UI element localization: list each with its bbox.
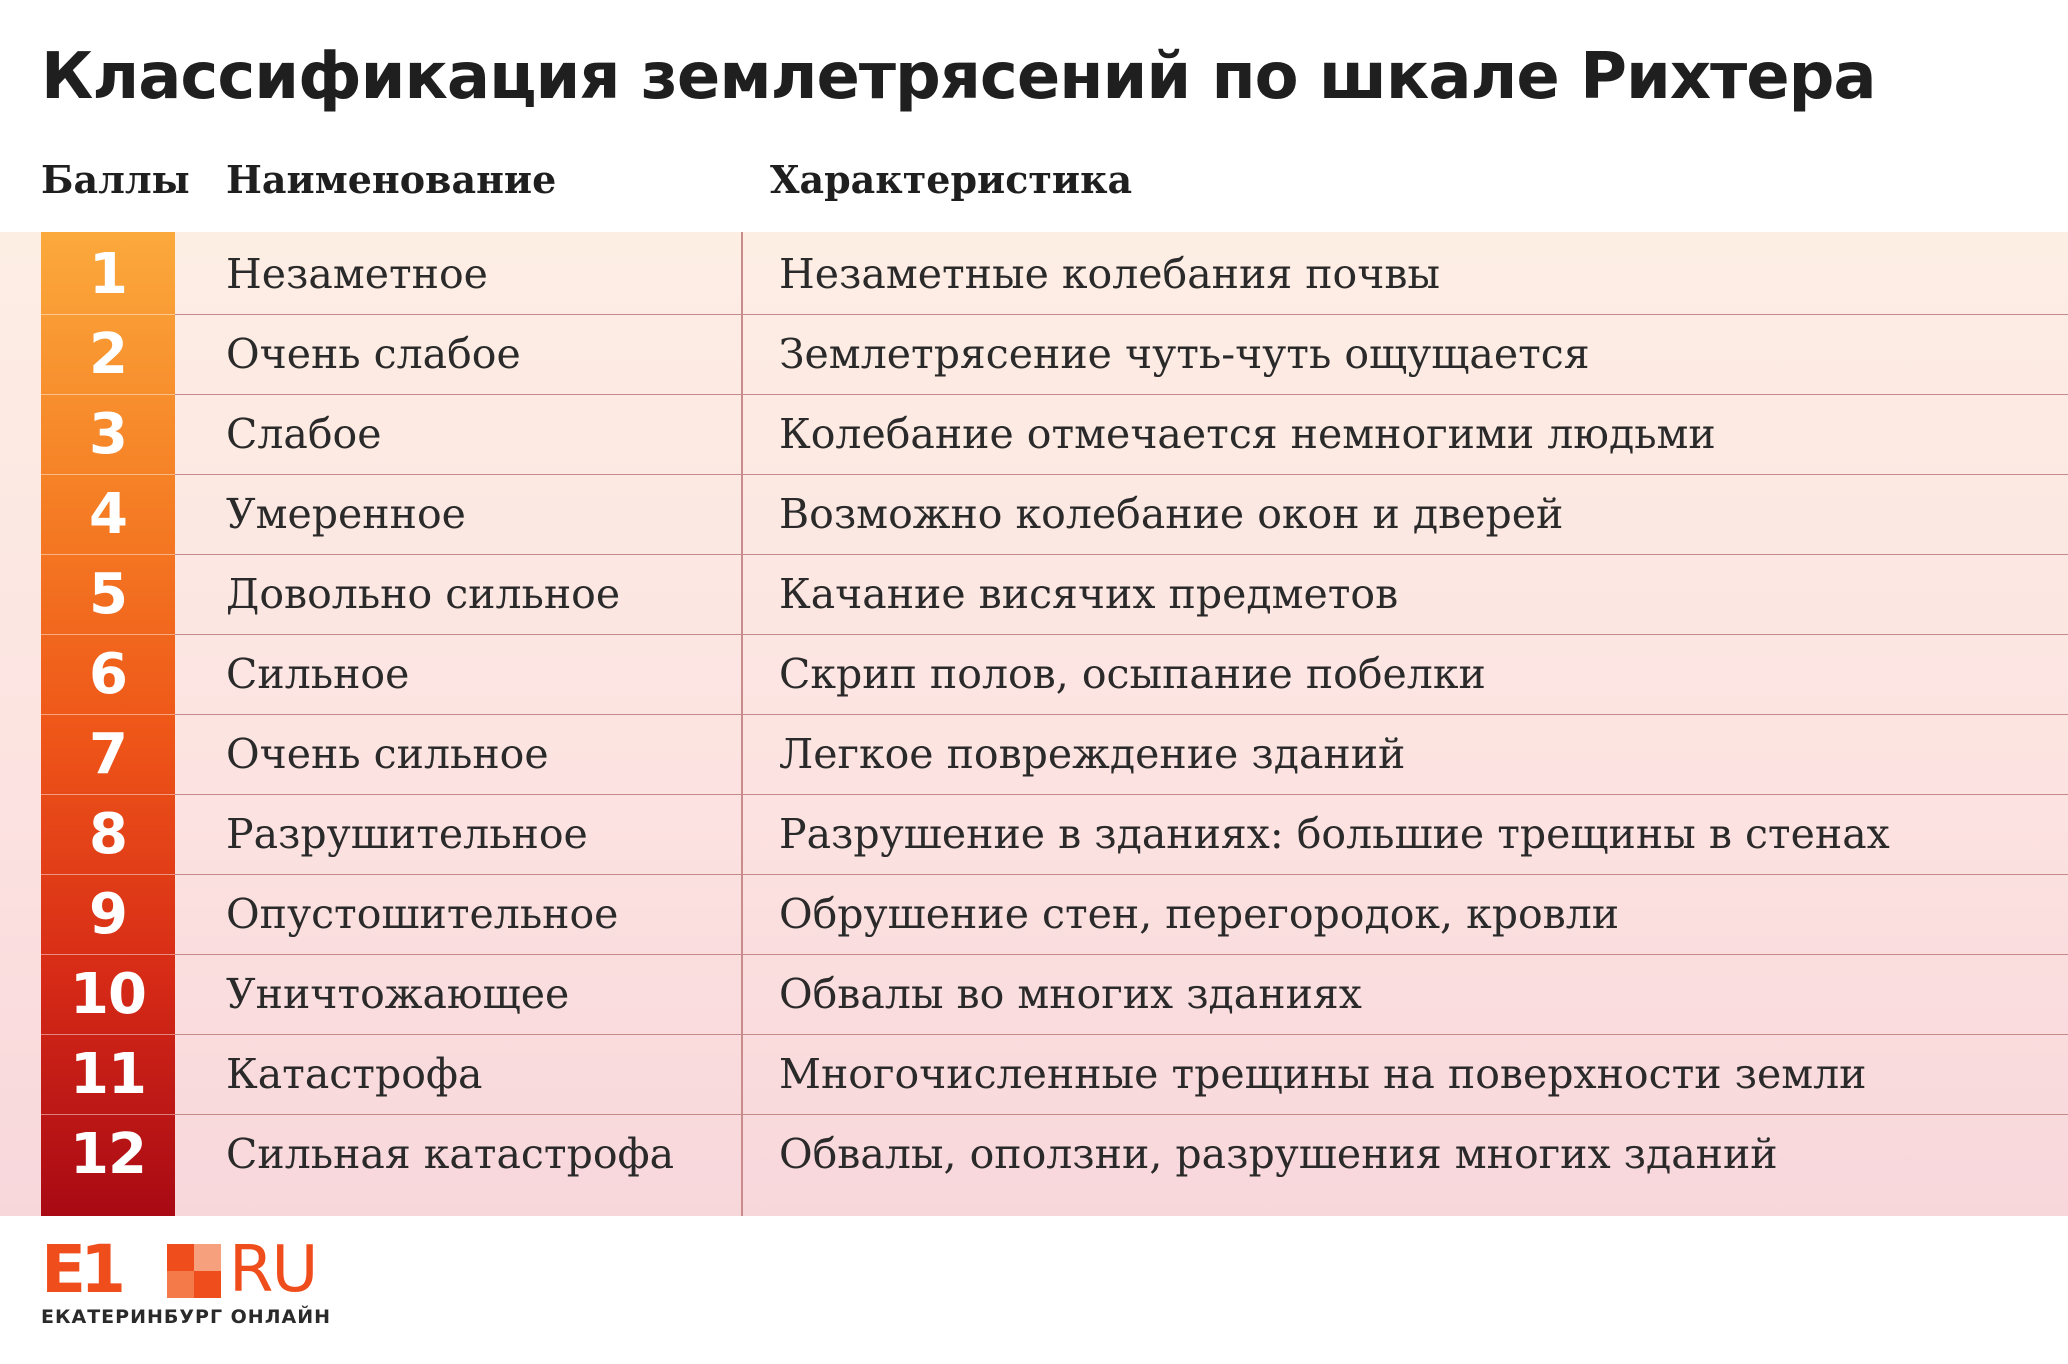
- row-score: 3: [89, 401, 127, 467]
- column-header-description: Характеристика: [770, 157, 1133, 202]
- row-score: 6: [89, 641, 127, 707]
- row-description: Легкое повреждение зданий: [779, 730, 1406, 778]
- row-score: 2: [89, 321, 127, 387]
- row-description: Незаметные колебания почвы: [779, 250, 1441, 298]
- table-row: [0, 394, 2068, 474]
- row-description: Обрушение стен, перегородок, кровли: [779, 890, 1620, 938]
- row-description: Землетрясение чуть-чуть ощущается: [779, 330, 1590, 378]
- row-description: Обвалы, оползни, разрушения многих зданий: [779, 1130, 1778, 1178]
- row-description: Многочисленные трещины на поверхности земли: [779, 1050, 1867, 1098]
- row-description: Скрип полов, осыпание побелки: [779, 650, 1486, 698]
- row-name: Умеренное: [226, 490, 466, 538]
- row-score: 9: [89, 881, 127, 947]
- richter-table: [0, 232, 2068, 1216]
- table-row: [0, 314, 2068, 394]
- row-name: Довольно сильное: [226, 570, 621, 618]
- row-name: Сильное: [226, 650, 410, 698]
- row-name: Катастрофа: [226, 1050, 483, 1098]
- table-row: [0, 634, 2068, 714]
- row-description: Колебание отмечается немногими людьми: [779, 410, 1716, 458]
- logo-brand: E1: [41, 1231, 121, 1308]
- table-row: [0, 874, 2068, 954]
- row-name: Слабое: [226, 410, 382, 458]
- row-score: 7: [89, 721, 127, 787]
- table-row: [0, 1034, 2068, 1114]
- row-name: Сильная катастрофа: [226, 1130, 675, 1178]
- row-score: 4: [89, 481, 127, 547]
- row-score: 10: [70, 961, 146, 1027]
- row-name: Незаметное: [226, 250, 488, 298]
- table-row: [0, 234, 2068, 314]
- row-name: Очень слабое: [226, 330, 521, 378]
- table-row: [0, 474, 2068, 554]
- row-description: Разрушение в зданиях: большие трещины в стенах: [779, 810, 1890, 858]
- table-row: [0, 954, 2068, 1034]
- logo-square-icon: [167, 1244, 221, 1298]
- table-row: [0, 554, 2068, 634]
- row-name: Опустошительное: [226, 890, 619, 938]
- row-score: 11: [70, 1041, 146, 1107]
- table-row: [0, 714, 2068, 794]
- row-score: 1: [89, 241, 127, 307]
- logo-subtitle: ЕКАТЕРИНБУРГ ОНЛАЙН: [41, 1306, 332, 1328]
- page-title: Классификация землетрясений по шкале Рихтера: [41, 40, 1876, 114]
- logo-domain: RU: [229, 1233, 317, 1307]
- column-header-score: Баллы: [41, 157, 190, 202]
- row-description: Возможно колебание окон и дверей: [779, 490, 1564, 538]
- row-description: Качание висячих предметов: [779, 570, 1399, 618]
- row-score: 8: [89, 801, 127, 867]
- row-description: Обвалы во многих зданиях: [779, 970, 1362, 1018]
- row-score: 12: [70, 1121, 146, 1187]
- column-header-name: Наименование: [226, 157, 557, 202]
- e1-logo: [41, 1231, 341, 1328]
- table-row: [0, 1114, 2068, 1194]
- row-name: Очень сильное: [226, 730, 549, 778]
- row-name: Разрушительное: [226, 810, 588, 858]
- row-name: Уничтожающее: [226, 970, 570, 1018]
- table-row: [0, 794, 2068, 874]
- row-score: 5: [89, 561, 127, 627]
